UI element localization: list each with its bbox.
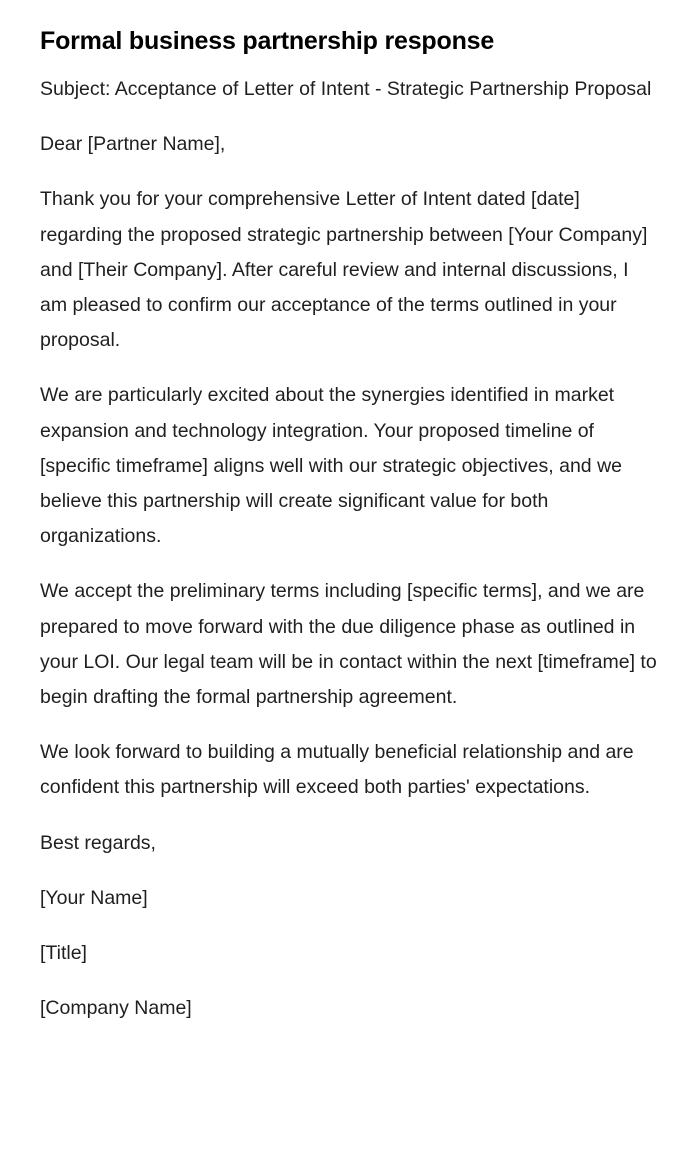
salutation: Dear [Partner Name], [40, 133, 226, 156]
body-paragraph-3: We accept the preliminary terms including [specific terms], and we are prepared to move forward with the due diligence phase as outlined in your LOI. Our legal team will be in contact within the next [timeframe] to begin drafting the formal partnership agreement. [40, 580, 657, 709]
body-paragraph-1: Thank you for your comprehensive Letter of Intent dated [date] regarding the proposed strategic partnership between [Your Company] and [Their Company]. After careful review and internal discussions, I am pleased to confirm our acceptance of the terms outlined in your proposal. [40, 188, 648, 352]
signature-name: [Your Name] [40, 886, 148, 909]
subject-line: Subject: Acceptance of Letter of Intent - Strategic Partnership Proposal [40, 78, 652, 100]
closing: Best regards, [40, 831, 156, 854]
signature-title: [Title] [40, 942, 87, 965]
body-paragraph-2: We are particularly excited about the synergies identified in market expansion and technology integration. Your proposed timeline of [specific timeframe] aligns well with our strategic objectives, and we believe this partnership will create significant value for both organizations. [40, 384, 622, 548]
document-title: Formal business partnership response [40, 27, 495, 55]
body-paragraph-4: We look forward to building a mutually beneficial relationship and are confident this partnership will exceed both parties' expectations. [40, 741, 634, 799]
signature-company: [Company Name] [40, 997, 192, 1020]
